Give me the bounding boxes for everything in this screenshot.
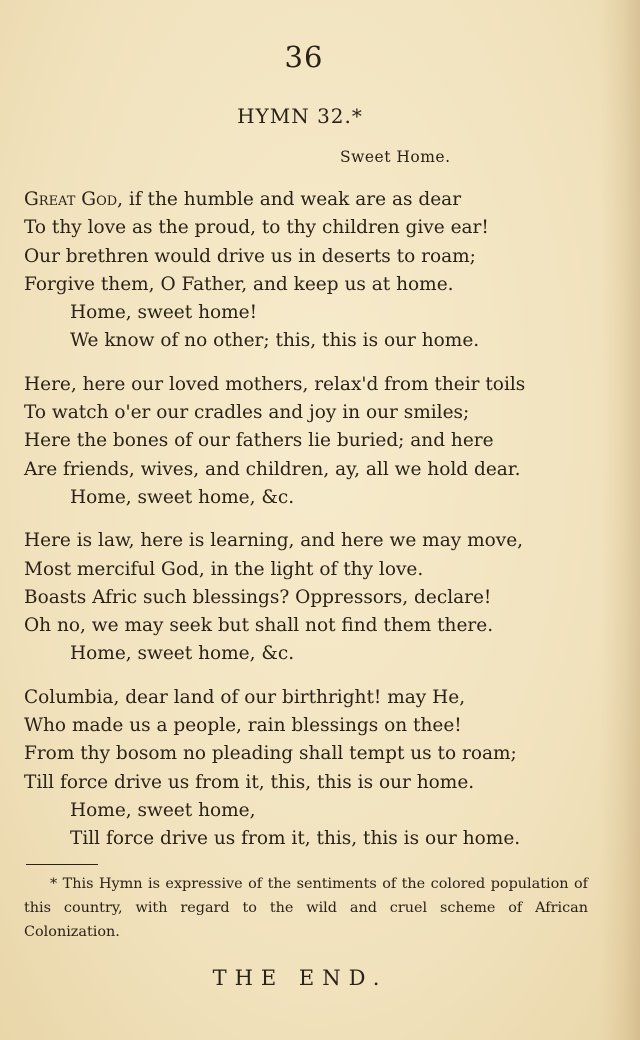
verse-line: Here, here our loved mothers, relax'd from their toils: [24, 373, 526, 395]
verse-line: To thy love as the proud, to thy children give ear!: [24, 217, 489, 239]
footnote-rule: [26, 864, 98, 865]
verse-line: Our brethren would drive us in deserts to roam;: [24, 245, 476, 267]
verse-2: [24, 371, 604, 512]
page-number: 36: [284, 40, 324, 74]
verse-1: [24, 186, 604, 356]
verse-line-text: , if the humble and weak are as dear: [117, 189, 462, 210]
verse-line: Boasts Afric such blessings? Oppressors, declare!: [24, 586, 492, 608]
hymn-verses: [24, 186, 604, 869]
verse-opening-words: Great God: [24, 189, 118, 210]
chorus-line: Home, sweet home, &c.: [70, 486, 295, 508]
verse-line: Most merciful God, in the light of thy love.: [24, 558, 424, 580]
page-edge-shadow: [600, 0, 640, 1040]
footnote: * This Hymn is expressive of the sentiments of the colored population of this country, with regard to the wild and cruel scheme of African Colonization.: [24, 876, 588, 940]
verse-line: Here the bones of our fathers lie buried; and here: [24, 430, 494, 452]
chorus-line: Home, sweet home!: [70, 302, 258, 324]
chorus-line: We know of no other; this, this is our home.: [70, 330, 480, 352]
verse-3: [24, 527, 604, 668]
verse-line: To watch o'er our cradles and joy in our smiles;: [24, 402, 470, 424]
verse-line: Columbia, dear land of our birthright! may He,: [24, 686, 466, 708]
verse-line: Forgive them, O Father, and keep us at home.: [24, 273, 454, 295]
verse-line: Are friends, wives, and children, ay, all we hold dear.: [24, 458, 521, 480]
verse-4: [24, 684, 604, 854]
verse-line: Here is law, here is learning, and here we may move,: [24, 530, 524, 552]
chorus-line: Home, sweet home, &c.: [70, 643, 295, 665]
verse-line: Till force drive us from it, this, this is our home.: [24, 771, 475, 793]
verse-line: [24, 186, 604, 214]
the-end-heading: THE END.: [212, 966, 388, 990]
chorus-line: Home, sweet home,: [70, 799, 256, 821]
chorus-line: Till force drive us from it, this, this is our home.: [70, 828, 521, 850]
tune-name: Sweet Home.: [340, 148, 451, 166]
verse-line: From thy bosom no pleading shall tempt us to roam;: [24, 743, 517, 765]
verse-line: Oh no, we may seek but shall not find them there.: [24, 615, 494, 637]
hymn-title: HYMN 32.*: [237, 104, 363, 128]
verse-line: Who made us a people, rain blessings on thee!: [24, 715, 462, 737]
